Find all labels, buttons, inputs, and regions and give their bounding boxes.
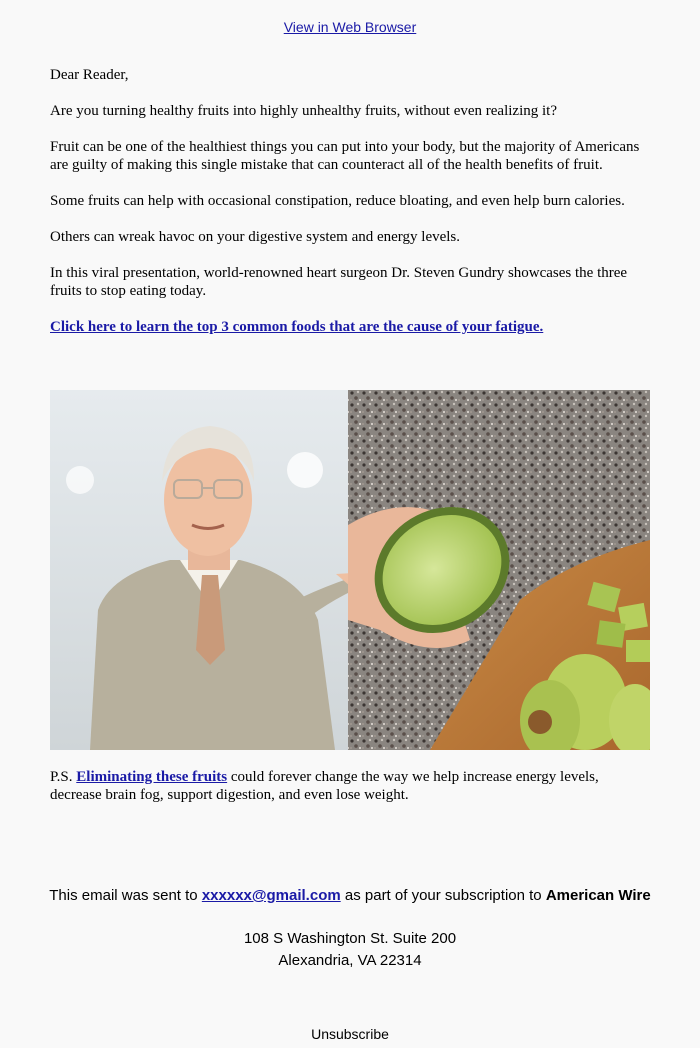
view-in-browser-link[interactable]: View in Web Browser [283, 19, 417, 35]
paragraph-3: Some fruits can help with occasional constipation, reduce bloating, and even help burn calories. [50, 193, 625, 209]
eliminating-fruits-link[interactable]: Eliminating these fruits [76, 769, 228, 785]
email-body [50, 66, 650, 354]
paragraph-4: Others can wreak havoc on your digestive system and energy levels. [50, 229, 461, 245]
web-browser-link-row [0, 19, 700, 35]
paragraph-5: In this viral presentation, world-renowned heart surgeon Dr. Steven Gundry showcases the three fruits to stop eating today. [50, 265, 628, 299]
sent-middle: as part of your subscription to [340, 887, 546, 904]
unsubscribe-link[interactable]: Unsubscribe [311, 1026, 389, 1042]
postal-address [0, 928, 700, 972]
greeting: Dear Reader, [50, 67, 129, 83]
paragraph-1: Are you turning healthy fruits into highly unhealthy fruits, without even realizing it? [50, 103, 557, 119]
brand-name: American Wire [545, 887, 651, 904]
ps-paragraph [50, 768, 650, 804]
sent-prefix: This email was sent to [49, 887, 202, 904]
ps-rest: could forever change the way we help increase energy levels, decrease brain fog, support digestion, and even lose weight. [50, 769, 599, 803]
hero-image[interactable] [50, 390, 650, 750]
ps-section [50, 768, 650, 804]
cta-paragraph [50, 318, 650, 336]
unsubscribe-row [0, 1026, 700, 1042]
avocado-photo [348, 390, 650, 750]
address-line-2: Alexandria, VA 22314 [278, 952, 422, 969]
cta-link[interactable]: Click here to learn the top 3 common foods that are the cause of your fatigue. [50, 319, 544, 335]
paragraph-2: Fruit can be one of the healthiest things you can put into your body, but the majority of Americans are guilty of making this single mistake that can counteract all of the health benefits of fruit. [50, 139, 640, 173]
address-line-1: 108 S Washington St. Suite 200 [243, 930, 457, 947]
recipient-email-link[interactable]: xxxxxx@gmail.com [201, 887, 341, 904]
ps-prefix: P.S. [50, 769, 77, 785]
subscription-notice [0, 887, 700, 904]
